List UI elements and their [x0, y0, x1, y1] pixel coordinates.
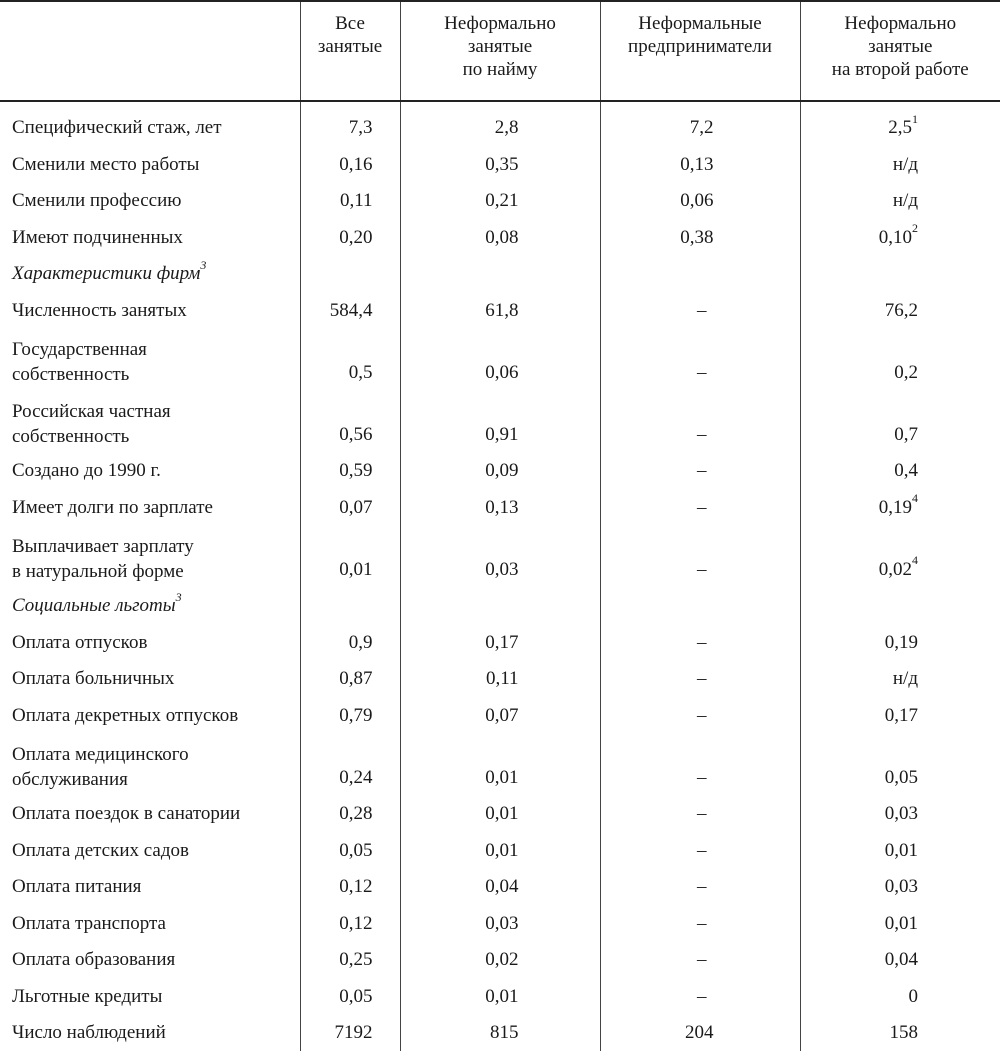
row-label: [0, 101, 300, 146]
cell-value: 815: [490, 1022, 519, 1043]
table-cell: [800, 661, 1000, 698]
row-label-text: Оплата отпусков: [12, 631, 148, 653]
table-cell: [400, 391, 600, 453]
cell-value: 0,19: [884, 631, 918, 653]
table-cell: [400, 329, 600, 391]
table-cell: [300, 796, 400, 833]
row-label: [0, 624, 300, 661]
row-label-text: Социальные льготы: [12, 595, 176, 616]
row-label: [0, 391, 300, 453]
cell-value: 7192: [334, 1022, 373, 1043]
footnote-marker: 1: [912, 111, 918, 126]
cell-value: 2,5: [888, 117, 912, 138]
table-cell: [300, 219, 400, 256]
cell-value: 2,8: [494, 117, 519, 138]
table-cell: [600, 329, 800, 391]
row-label-text: в натуральной форме: [12, 560, 184, 582]
table-cell: [400, 219, 600, 256]
table-cell: [400, 101, 600, 146]
header-text-line: Неформальные: [638, 13, 762, 34]
row-label: [0, 1015, 300, 1052]
header-text-line: Все: [335, 13, 365, 34]
table-cell: [800, 256, 1000, 293]
row-label-text: обслуживания: [12, 768, 128, 790]
table-cell: [300, 183, 400, 220]
cell-value: 0,19: [878, 496, 912, 518]
cell-value: н/д: [892, 190, 918, 211]
row-label: [0, 329, 300, 391]
table-cell: [300, 832, 400, 869]
row-label-text: Оплата больничных: [12, 668, 175, 689]
table-cell: [300, 697, 400, 734]
cell-value: 0,07: [339, 496, 373, 518]
table-cell: [300, 1015, 400, 1052]
row-label-text: Оплата транспорта: [12, 912, 166, 934]
cell-value: 0,04: [884, 949, 918, 970]
row-label-text: Имеет долги по зарплате: [12, 496, 213, 518]
table-cell: [400, 734, 600, 796]
table-cell: [600, 661, 800, 698]
cell-value: 0,4: [894, 460, 918, 481]
row-label: [0, 869, 300, 906]
cell-value: 0,16: [339, 153, 373, 175]
table-cell: [400, 146, 600, 183]
header-text-line: занятые: [317, 36, 383, 57]
row-label-text: собственность: [12, 363, 130, 385]
table-row: [0, 101, 1000, 146]
cell-value: 0,9: [348, 631, 373, 653]
table-cell: [800, 101, 1000, 146]
table-cell: [800, 391, 1000, 453]
cell-value: н/д: [892, 668, 918, 689]
table-cell: [800, 978, 1000, 1015]
cell-value: 0,13: [680, 153, 714, 175]
table-cell: [600, 219, 800, 256]
cell-value: н/д: [892, 153, 918, 175]
cell-value: 0,12: [339, 912, 373, 934]
table-cell: [800, 453, 1000, 490]
header-empty-cell: [0, 1, 300, 101]
header-informal-second-job: [800, 1, 1000, 101]
row-label: [0, 146, 300, 183]
table-cell: [800, 292, 1000, 329]
row-label-text: Численность занятых: [12, 299, 187, 321]
table-cell: [600, 391, 800, 453]
row-label-text: Оплата медицинского: [12, 743, 189, 765]
footnote-marker: 4: [912, 491, 918, 506]
cell-value: 0,01: [485, 839, 519, 861]
footnote-marker: 3: [175, 589, 182, 604]
row-label: [0, 661, 300, 698]
row-label-text: Оплата декретных отпусков: [12, 704, 239, 726]
table-cell: [300, 869, 400, 906]
table-cell: [300, 734, 400, 796]
cell-value: –: [697, 361, 707, 383]
table-cell: [800, 905, 1000, 942]
section-row: [0, 588, 1000, 625]
cell-value: –: [697, 558, 707, 580]
table-cell: [300, 905, 400, 942]
cell-value: 0,03: [884, 876, 918, 897]
table-cell: [600, 734, 800, 796]
row-label: [0, 183, 300, 220]
header-informal-hired: [400, 1, 600, 101]
table-cell: [600, 146, 800, 183]
table-cell: [800, 183, 1000, 220]
table-cell: [400, 661, 600, 698]
header-text-line: предприниматели: [628, 36, 772, 57]
table-cell: [600, 796, 800, 833]
cell-value: 0,03: [884, 803, 918, 824]
table-row: [0, 219, 1000, 256]
section-row: [0, 256, 1000, 293]
table-cell: [400, 942, 600, 979]
table-cell: [400, 978, 600, 1015]
table-cell: [400, 1015, 600, 1052]
header-text-line: занятые: [467, 36, 533, 57]
row-label-text: Создано до 1990 г.: [12, 460, 161, 481]
table-row: [0, 832, 1000, 869]
header-text-line: занятые: [868, 36, 933, 57]
cell-value: 7,2: [689, 117, 714, 138]
table-cell: [600, 1015, 800, 1052]
row-label-text: Льготные кредиты: [12, 985, 163, 1007]
cell-value: 0,79: [339, 704, 373, 726]
row-label: [0, 832, 300, 869]
row-label: [0, 453, 300, 490]
row-label: [0, 905, 300, 942]
table-row: [0, 391, 1000, 453]
cell-value: –: [697, 460, 707, 481]
row-label-text: Российская частная: [12, 400, 171, 422]
cell-value: 0,03: [485, 912, 519, 934]
cell-value: 0,13: [485, 496, 519, 518]
cell-value: 204: [685, 1022, 714, 1043]
table-cell: [800, 624, 1000, 661]
cell-value: 0,35: [485, 153, 519, 175]
cell-value: 0: [908, 985, 918, 1007]
table-cell: [300, 588, 400, 625]
cell-value: –: [697, 299, 707, 321]
cell-value: 0,02: [878, 558, 912, 580]
cell-value: 0,24: [339, 766, 373, 788]
cell-value: 0,38: [680, 226, 714, 248]
cell-value: –: [697, 876, 707, 897]
row-label: [0, 219, 300, 256]
row-label-text: Сменили место работы: [12, 153, 200, 175]
table-cell: [800, 219, 1000, 256]
cell-value: 0,03: [485, 558, 519, 580]
row-label: [0, 978, 300, 1015]
table-cell: [300, 978, 400, 1015]
row-label: [0, 256, 300, 293]
table-row: [0, 624, 1000, 661]
table-cell: [300, 292, 400, 329]
cell-value: 76,2: [884, 299, 918, 321]
table-row: [0, 526, 1000, 588]
table-cell: [600, 489, 800, 526]
cell-value: 0,11: [339, 190, 373, 211]
cell-value: 0,05: [884, 766, 918, 788]
table-cell: [300, 661, 400, 698]
cell-value: 0,10: [878, 226, 912, 248]
cell-value: 0,28: [339, 803, 373, 824]
cell-value: –: [697, 912, 707, 934]
table-cell: [600, 832, 800, 869]
table-cell: [400, 256, 600, 293]
cell-value: 0,21: [485, 190, 519, 211]
cell-value: 0,08: [485, 226, 519, 248]
table-cell: [600, 624, 800, 661]
table-cell: [300, 489, 400, 526]
table-cell: [800, 734, 1000, 796]
table-cell: [400, 905, 600, 942]
cell-value: 7,3: [348, 117, 373, 138]
cell-value: 0,05: [339, 985, 373, 1007]
cell-value: 0,01: [884, 839, 918, 861]
table-cell: [600, 697, 800, 734]
row-label-text: собственность: [12, 425, 130, 447]
header-text-line: Неформально: [844, 13, 957, 34]
cell-value: 0,01: [485, 985, 519, 1007]
cell-value: 61,8: [485, 299, 519, 321]
table-cell: [600, 526, 800, 588]
header-text-line: по найму: [462, 59, 538, 80]
table-cell: [600, 101, 800, 146]
row-label: [0, 292, 300, 329]
cell-value: –: [697, 496, 707, 518]
table-row: [0, 453, 1000, 490]
row-label: [0, 697, 300, 734]
row-label: [0, 796, 300, 833]
header-text-line: на второй работе: [831, 59, 969, 80]
cell-value: 0,20: [339, 226, 373, 248]
cell-value: 0,91: [485, 423, 519, 445]
table-header: [0, 1, 1000, 101]
cell-value: 0,2: [894, 361, 918, 383]
cell-value: 0,25: [339, 949, 373, 970]
table-cell: [400, 832, 600, 869]
table-row: [0, 489, 1000, 526]
row-label: [0, 489, 300, 526]
cell-value: 0,01: [884, 912, 918, 934]
row-label-text: Оплата питания: [12, 876, 142, 897]
table-row: [0, 905, 1000, 942]
cell-value: 0,87: [339, 668, 373, 689]
cell-value: 158: [889, 1022, 918, 1043]
cell-value: 0,12: [339, 876, 373, 897]
table-cell: [300, 256, 400, 293]
table-row: [0, 292, 1000, 329]
table-body: [0, 101, 1000, 1052]
cell-value: –: [697, 985, 707, 1007]
table-row: [0, 796, 1000, 833]
table-cell: [800, 832, 1000, 869]
cell-value: 0,59: [339, 460, 373, 481]
table-cell: [600, 256, 800, 293]
table-cell: [800, 329, 1000, 391]
table-row: [0, 942, 1000, 979]
cell-value: –: [697, 766, 707, 788]
footnote-marker: 2: [912, 221, 918, 236]
cell-value: –: [697, 631, 707, 653]
cell-value: –: [697, 839, 707, 861]
cell-value: 0,06: [680, 190, 714, 211]
cell-value: 0,02: [485, 949, 519, 970]
cell-value: 0,11: [485, 668, 519, 689]
cell-value: –: [697, 668, 707, 689]
cell-value: 0,17: [485, 631, 519, 653]
table-cell: [600, 292, 800, 329]
header-row: [0, 1, 1000, 101]
cell-value: 0,07: [485, 704, 519, 726]
table-cell: [600, 978, 800, 1015]
cell-value: 0,5: [348, 361, 373, 383]
row-label-text: Выплачивает зарплату: [12, 535, 194, 557]
row-label-text: Число наблюдений: [12, 1022, 166, 1043]
row-label-text: Оплата детских садов: [12, 839, 189, 861]
table-cell: [300, 453, 400, 490]
table-cell: [400, 489, 600, 526]
row-label-text: Оплата образования: [12, 949, 176, 970]
table-cell: [800, 942, 1000, 979]
cell-value: 0,04: [485, 876, 519, 897]
cell-value: 584,4: [329, 299, 373, 321]
cell-value: 0,01: [485, 766, 519, 788]
table-cell: [400, 796, 600, 833]
row-label-text: Характеристики фирм: [12, 263, 201, 284]
row-label: [0, 526, 300, 588]
table-cell: [600, 183, 800, 220]
table-cell: [300, 146, 400, 183]
cell-value: 0,56: [339, 423, 373, 445]
row-label: [0, 942, 300, 979]
cell-value: 0,05: [339, 839, 373, 861]
footnote-marker: 3: [200, 257, 207, 272]
table-cell: [800, 489, 1000, 526]
table-cell: [400, 588, 600, 625]
table-row: [0, 1015, 1000, 1052]
table-cell: [800, 588, 1000, 625]
header-text-line: Неформально: [444, 13, 556, 34]
table-cell: [400, 869, 600, 906]
cell-value: –: [697, 949, 707, 970]
table-row: [0, 869, 1000, 906]
table-cell: [800, 526, 1000, 588]
table-cell: [800, 796, 1000, 833]
table-cell: [600, 588, 800, 625]
table-row: [0, 661, 1000, 698]
cell-value: 0,06: [485, 361, 519, 383]
table-cell: [800, 146, 1000, 183]
table-row: [0, 734, 1000, 796]
row-label-text: Государственная: [12, 338, 147, 360]
table-row: [0, 697, 1000, 734]
table-row: [0, 978, 1000, 1015]
cell-value: 0,01: [485, 803, 519, 824]
table-cell: [600, 453, 800, 490]
table-cell: [300, 526, 400, 588]
header-informal-entrepreneurs: [600, 1, 800, 101]
cell-value: 0,7: [894, 423, 918, 445]
table-cell: [600, 869, 800, 906]
table-cell: [400, 624, 600, 661]
table-row: [0, 146, 1000, 183]
cell-value: 0,09: [485, 460, 519, 481]
cell-value: 0,17: [884, 704, 918, 726]
table-row: [0, 183, 1000, 220]
table-cell: [400, 183, 600, 220]
table-cell: [600, 905, 800, 942]
table-cell: [300, 942, 400, 979]
row-label-text: Специфический стаж, лет: [12, 117, 222, 138]
table-cell: [800, 1015, 1000, 1052]
table-row: [0, 329, 1000, 391]
table-cell: [300, 329, 400, 391]
row-label-text: Сменили профессию: [12, 190, 182, 211]
header-all-employed: [300, 1, 400, 101]
row-label-text: Имеют подчиненных: [12, 226, 183, 248]
footnote-marker: 4: [912, 553, 918, 568]
table-cell: [400, 697, 600, 734]
row-label-text: Оплата поездок в санатории: [12, 803, 241, 824]
row-label: [0, 588, 300, 625]
table-cell: [300, 101, 400, 146]
cell-value: –: [697, 423, 707, 445]
table-cell: [400, 453, 600, 490]
table-cell: [400, 526, 600, 588]
table-cell: [400, 292, 600, 329]
table-cell: [800, 697, 1000, 734]
row-label: [0, 734, 300, 796]
cell-value: –: [697, 704, 707, 726]
table-cell: [300, 391, 400, 453]
table-cell: [300, 624, 400, 661]
table-cell: [600, 942, 800, 979]
cell-value: 0,01: [339, 558, 373, 580]
cell-value: –: [697, 803, 707, 824]
table-cell: [800, 869, 1000, 906]
